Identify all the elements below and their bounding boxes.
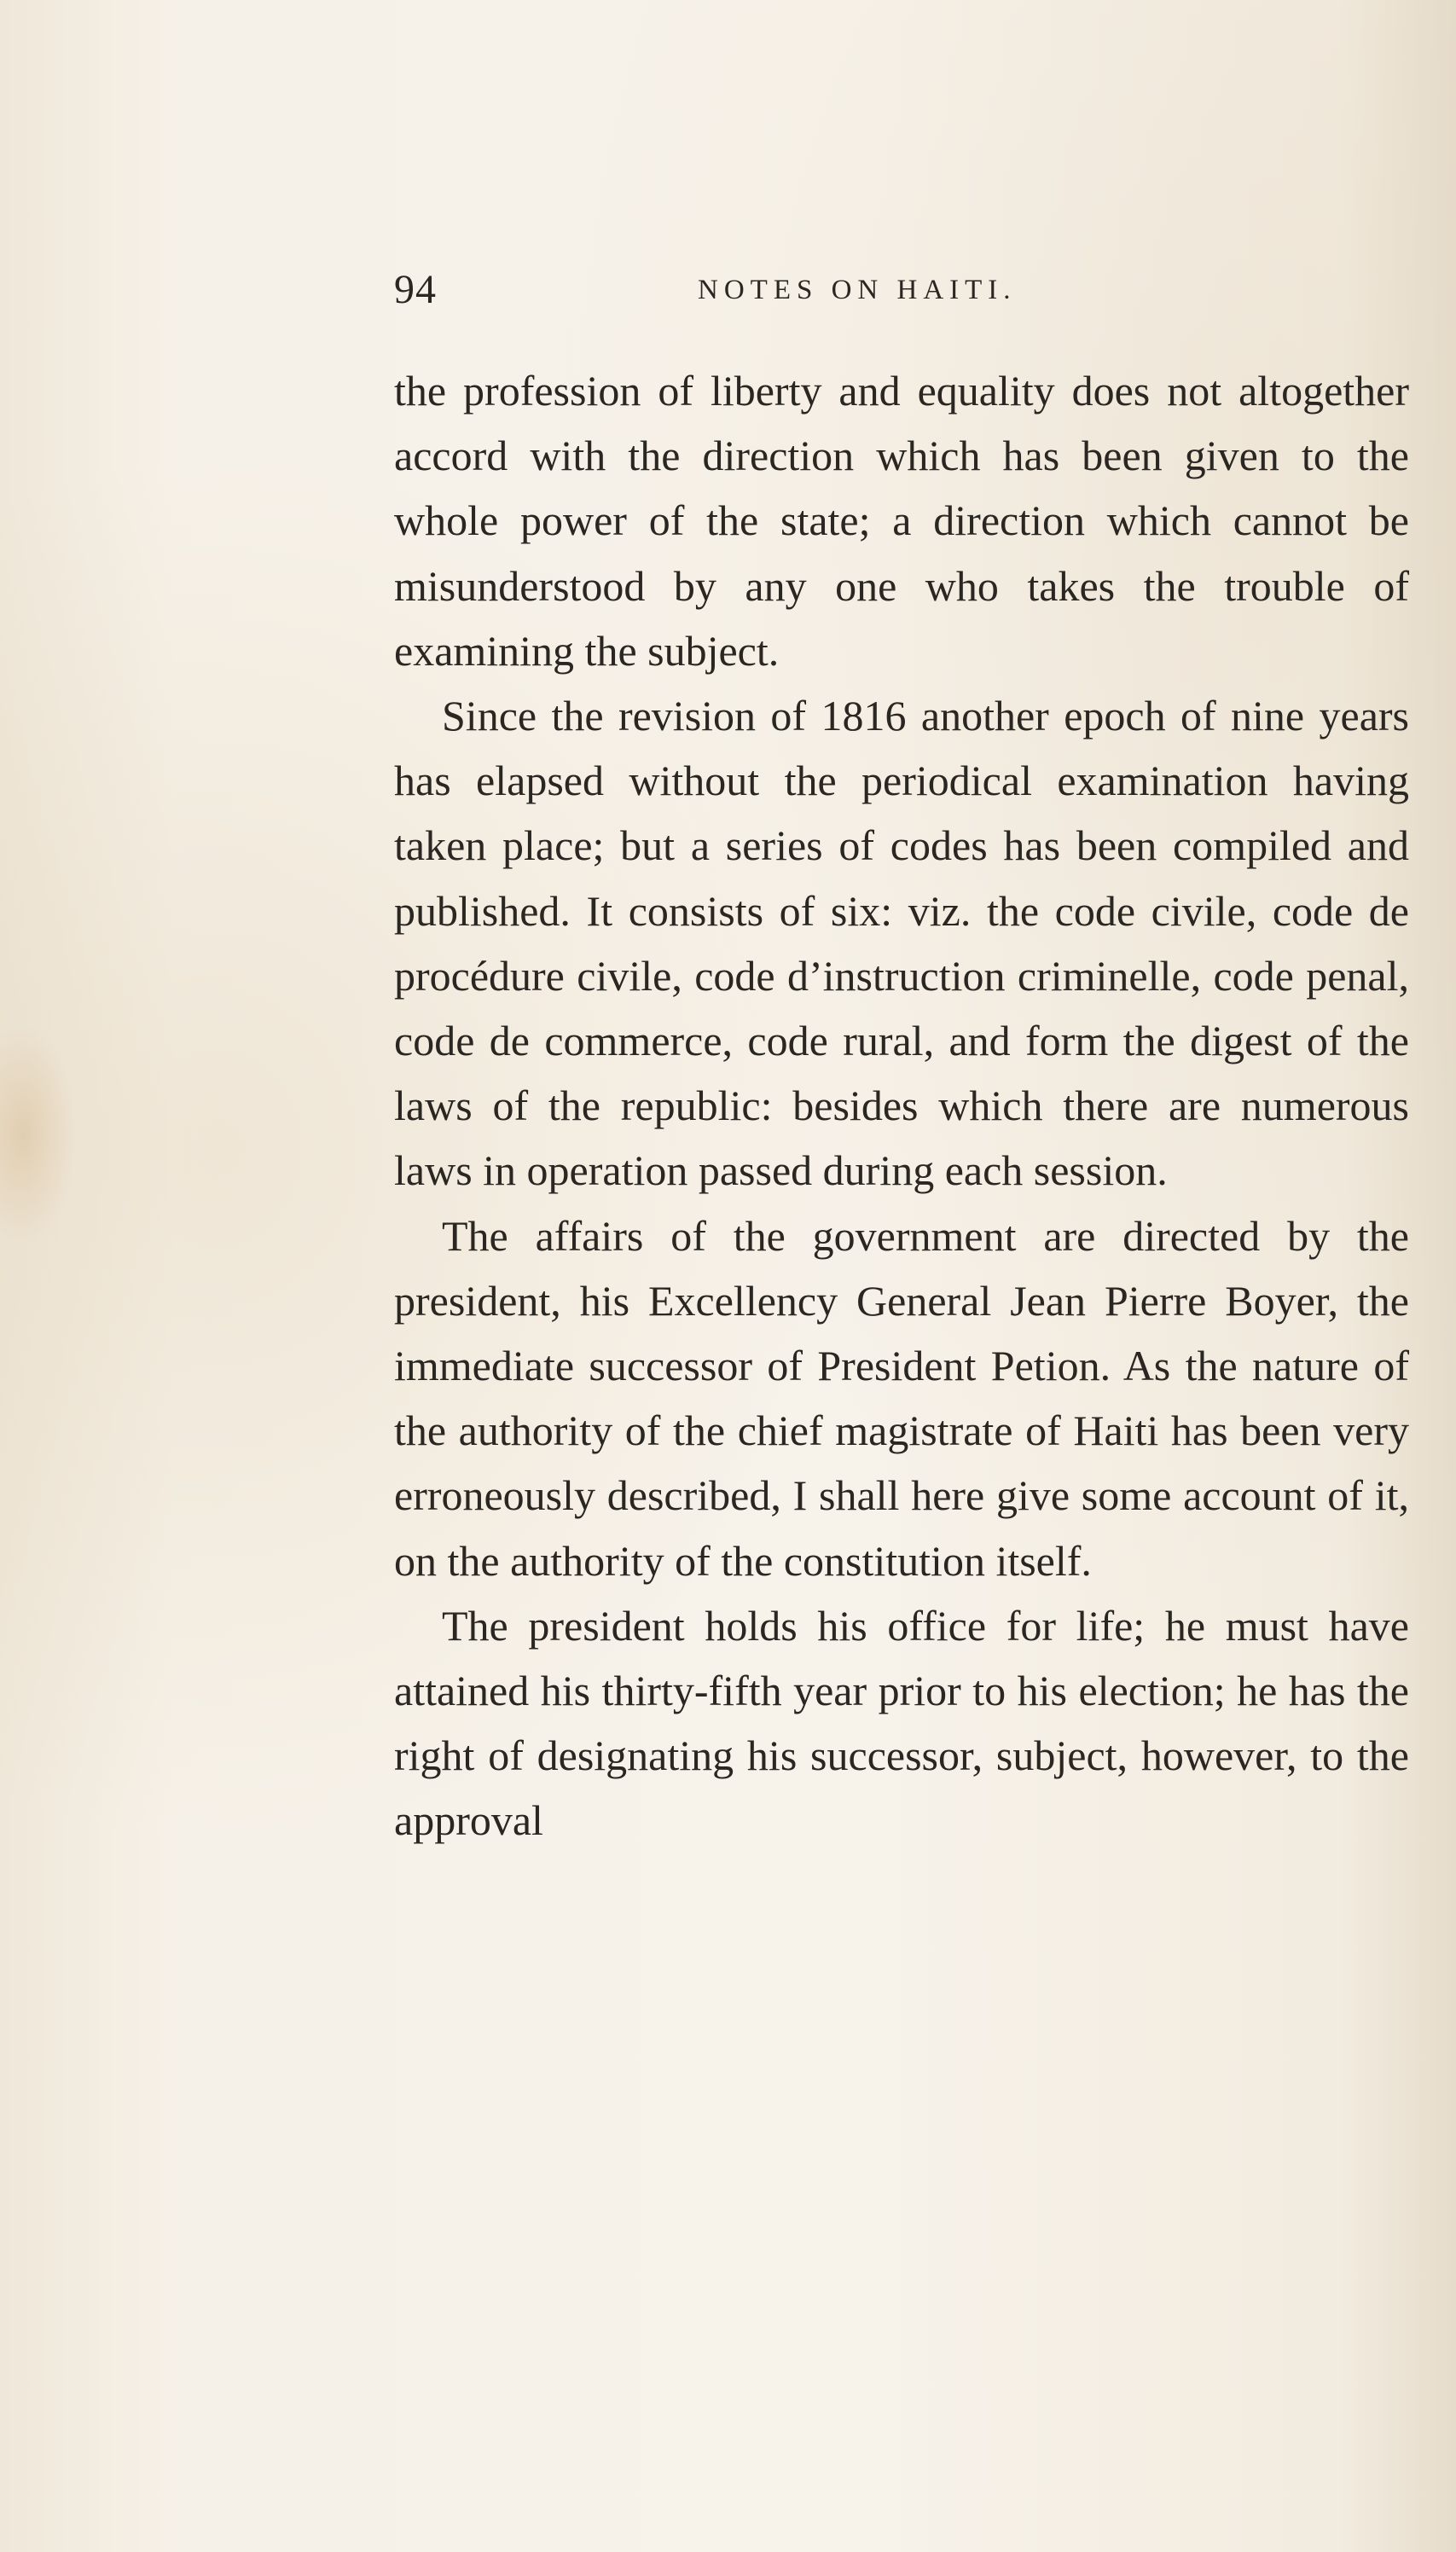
paper-stain [0, 1024, 77, 1245]
paragraph-3: The affairs of the government are directed by the president, his Excellency General Jean Pierre Boyer, the immediate successor of President Petion. As the nature of the authority of the chief magistrate of Haiti has been very erroneously described, I shall here give some account of it, on the authority of the constitution itself. [394, 1211, 1409, 1585]
paragraph-4: The president holds his office for life; he must have attained his thirty-fifth year prior to his election; he has the right of designating his successor, subject, however, to the approval [394, 1601, 1409, 1845]
paragraph-1: the profession of liberty and equality does not altogether accord with the direction which has been given to the whole power of the state; a direction which cannot be misunderstood by any one who takes the trouble of examining the subject. [394, 367, 1409, 675]
page-number: 94 [394, 267, 437, 312]
running-title: NOTES ON HAITI. [698, 275, 1017, 305]
page-header [394, 256, 1409, 324]
paragraph-2: Since the revision of 1816 another epoch of nine years has elapsed without the periodical examination having taken place; but a series of codes has been compiled and published. It consists of six: viz. the code civile, code de procédure civile, code d’instruction criminelle, code penal, code de commerce, code rural, and form the digest of the laws of the republic: besides which there are numerous laws in operation passed during each session. [394, 692, 1409, 1195]
body-text [394, 358, 1409, 1853]
